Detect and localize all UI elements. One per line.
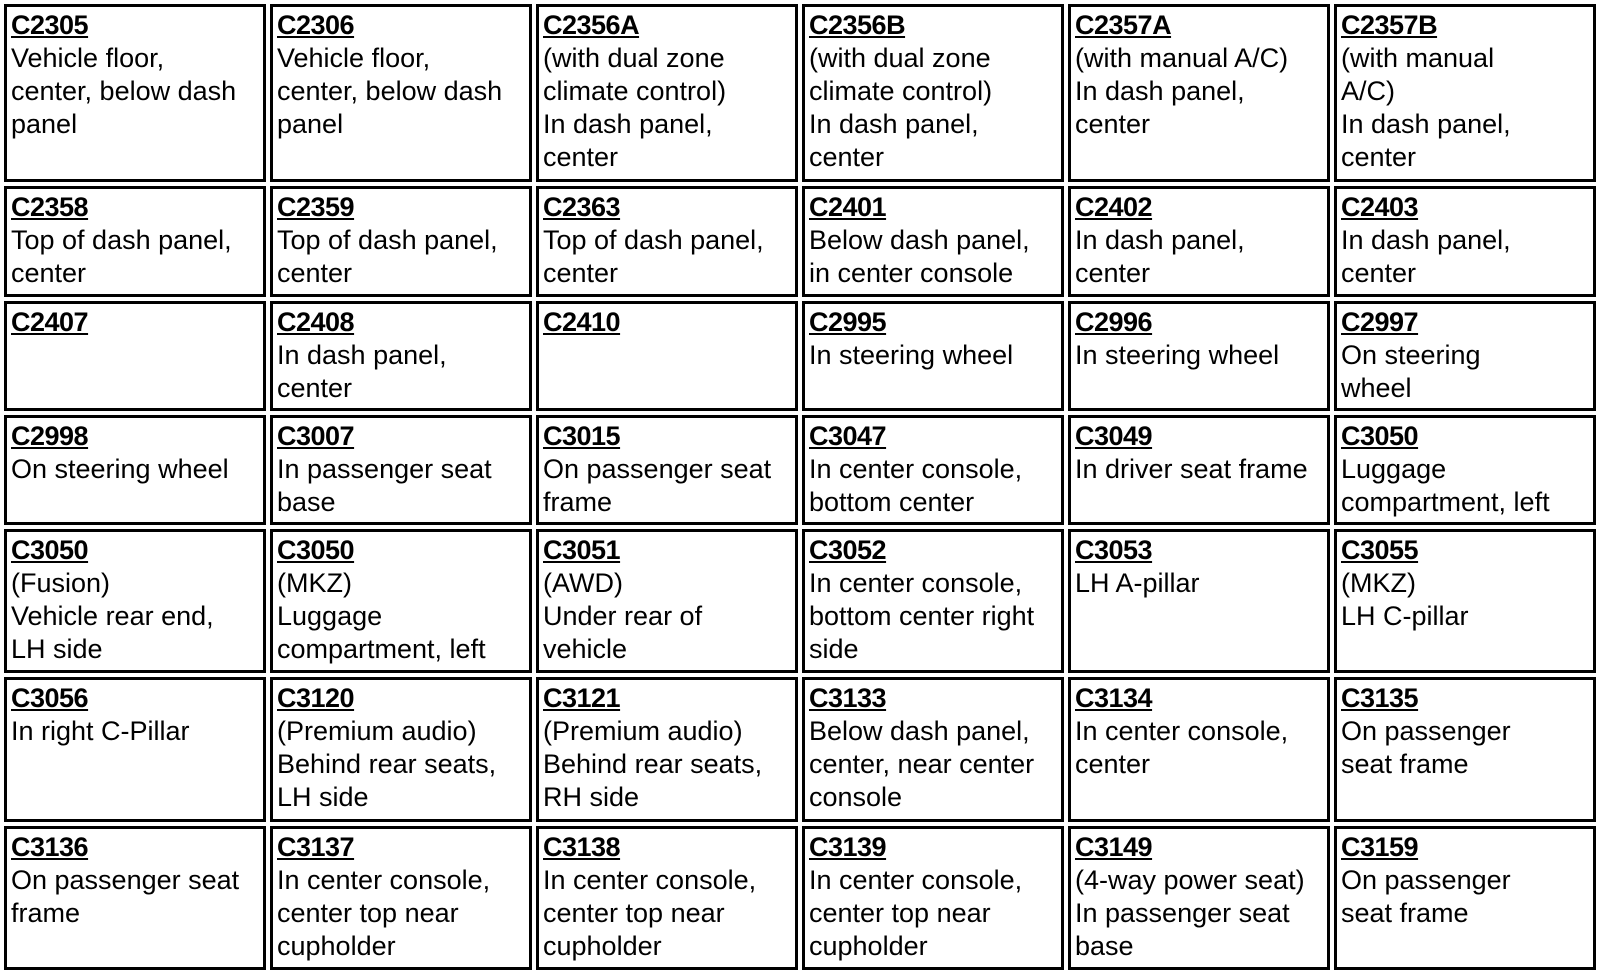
connector-code: C3047 [809, 420, 887, 451]
connector-code: C2305 [11, 10, 89, 40]
connector-location-text: (with dual zone [809, 43, 991, 73]
connector-location-text: Vehicle floor, [11, 43, 165, 73]
table-row [4, 301, 1596, 411]
connector-location-text: center [11, 258, 87, 289]
connector-location-text: On steering wheel [11, 453, 229, 484]
connector-location-text: In center console, [809, 864, 1023, 895]
connector-location-text: center [1075, 258, 1151, 289]
connector-location-text: Vehicle rear end, [11, 601, 214, 632]
connector-cell [270, 529, 532, 673]
connector-location-text: In dash panel, [543, 109, 713, 139]
connector-code: C3137 [277, 831, 355, 862]
connector-location-text: In center console, [543, 864, 757, 895]
connector-cell [1068, 677, 1330, 821]
connector-cell [1334, 529, 1596, 673]
connector-location-text: panel [277, 109, 344, 139]
connector-cell [536, 186, 798, 296]
connector-code: C2401 [809, 192, 887, 223]
connector-code: C3052 [809, 535, 887, 566]
connector-code: C3050 [11, 535, 89, 566]
connector-code: C3139 [809, 831, 887, 862]
connector-cell [802, 186, 1064, 296]
connector-cell [270, 301, 532, 411]
connector-location-text: In dash panel, [277, 339, 447, 370]
connector-location-text: Top of dash panel, [277, 225, 498, 256]
connector-location-text: In steering wheel [809, 339, 1014, 370]
connector-location-text: center top near [809, 897, 991, 928]
connector-cell [536, 415, 798, 525]
connector-code: C3159 [1341, 831, 1419, 862]
connector-code: C2402 [1075, 192, 1153, 223]
connector-location-text: compartment, left [1341, 486, 1550, 517]
connector-code: C3015 [543, 420, 621, 451]
connector-location-text: In dash panel, [1075, 225, 1245, 256]
connector-location-text: console [809, 782, 903, 813]
connector-location-text: center top near [543, 897, 725, 928]
connector-cell [536, 301, 798, 411]
connector-cell [802, 529, 1064, 673]
connector-location-text: Under rear of [543, 601, 703, 632]
connector-cell [4, 677, 266, 821]
connector-cell [802, 826, 1064, 970]
connector-cell [1334, 415, 1596, 525]
connector-location-text: Vehicle floor, [277, 43, 431, 73]
connector-code: C3136 [11, 831, 89, 862]
connector-location-text: In steering wheel [1075, 339, 1280, 370]
connector-location-text: (4-way power seat) [1075, 864, 1305, 895]
connector-location-text: A/C) [1341, 76, 1395, 106]
connector-location-text: compartment, left [277, 634, 486, 665]
connector-location-text: On passenger [1341, 864, 1511, 895]
connector-cell [270, 677, 532, 821]
connector-code: C2995 [809, 306, 887, 337]
connector-location-text: climate control) [543, 76, 727, 106]
connector-location-text: base [277, 486, 336, 517]
connector-code: C3051 [543, 535, 621, 566]
connector-location-text: (Premium audio) [543, 716, 743, 747]
connector-cell [4, 186, 266, 296]
connector-code: C3007 [277, 420, 355, 451]
connector-code: C2358 [11, 192, 89, 223]
connector-location-text: vehicle [543, 634, 628, 665]
connector-location-text: Behind rear seats, [277, 749, 497, 780]
connector-location-text: (MKZ) [1341, 568, 1416, 599]
connector-cell [536, 826, 798, 970]
connector-code: C3050 [277, 535, 355, 566]
table-row [4, 529, 1596, 673]
connector-code: C3053 [1075, 535, 1153, 566]
connector-location-text: (with manual A/C) [1075, 43, 1289, 73]
table-row [4, 186, 1596, 296]
connector-cell [1068, 529, 1330, 673]
connector-location-text: cupholder [809, 930, 928, 961]
table-row [4, 4, 1596, 182]
connector-location-text: frame [543, 486, 613, 517]
connector-code: C3055 [1341, 535, 1419, 566]
connector-code: C2408 [277, 306, 355, 337]
connector-cell [1334, 677, 1596, 821]
connector-location-text: RH side [543, 782, 640, 813]
connector-location-text: (with manual [1341, 43, 1495, 73]
connector-location-text: center [543, 258, 619, 289]
connector-location-text: In dash panel, [1075, 76, 1245, 106]
connector-location-text: On steering [1341, 339, 1481, 370]
connector-location-text: In center console, [809, 568, 1023, 599]
connector-location-text: In dash panel, [1341, 109, 1511, 139]
connector-cell [4, 301, 266, 411]
connector-cell [802, 677, 1064, 821]
table-row [4, 677, 1596, 821]
connector-location-text: (with dual zone [543, 43, 725, 73]
connector-location-text: In dash panel, [1341, 225, 1511, 256]
connector-cell [1068, 415, 1330, 525]
connector-code: C3056 [11, 683, 89, 714]
connector-location-text: LH C-pillar [1341, 601, 1469, 632]
connector-code: C2357A [1075, 10, 1172, 40]
connector-code: C2363 [543, 192, 621, 223]
connector-location-text: center [1341, 258, 1417, 289]
connector-location-text: center [1075, 109, 1151, 139]
connector-code: C2356A [543, 10, 640, 40]
connector-location-text: center [543, 142, 619, 172]
connector-cell [1334, 301, 1596, 411]
connector-table-body [4, 4, 1596, 970]
connector-code: C3135 [1341, 683, 1419, 714]
connector-cell [802, 301, 1064, 411]
connector-location-text: base [1075, 930, 1134, 961]
connector-location-text: In dash panel, [809, 109, 979, 139]
connector-location-text: cupholder [277, 930, 396, 961]
connector-location-text: LH A-pillar [1075, 568, 1200, 599]
connector-code: C3050 [1341, 420, 1419, 451]
connector-cell [1068, 826, 1330, 970]
connector-location-text: Luggage [277, 601, 383, 632]
connector-cell [536, 4, 798, 182]
connector-cell [1068, 301, 1330, 411]
connector-location-text: Behind rear seats, [543, 749, 763, 780]
connector-location-text: Top of dash panel, [543, 225, 764, 256]
connector-cell [536, 677, 798, 821]
connector-location-text: In center console, [1075, 716, 1289, 747]
connector-location-text: center [809, 142, 885, 172]
connector-code: C2996 [1075, 306, 1153, 337]
connector-cell [1334, 4, 1596, 182]
connector-location-text: (Premium audio) [277, 716, 477, 747]
connector-code: C3138 [543, 831, 621, 862]
connector-cell [4, 529, 266, 673]
connector-location-text: Below dash panel, [809, 225, 1030, 256]
connector-cell [4, 4, 266, 182]
connector-cell [4, 826, 266, 970]
connector-location-text: Below dash panel, [809, 716, 1030, 747]
connector-code: C2407 [11, 306, 89, 337]
connector-location-text: bottom center [809, 486, 975, 517]
connector-cell [802, 4, 1064, 182]
connector-location-text: In right C-Pillar [11, 716, 190, 747]
connector-cell [1068, 186, 1330, 296]
connector-code: C3133 [809, 683, 887, 714]
connector-location-text: (MKZ) [277, 568, 352, 599]
connector-cell [270, 826, 532, 970]
connector-location-text: bottom center right [809, 601, 1035, 632]
connector-cell [1334, 186, 1596, 296]
connector-location-text: wheel [1341, 372, 1412, 403]
connector-cell [1334, 826, 1596, 970]
table-row [4, 826, 1596, 970]
connector-location-text: In driver seat frame [1075, 453, 1308, 484]
table-row [4, 415, 1596, 525]
connector-location-text: In center console, [809, 453, 1023, 484]
connector-code: C2997 [1341, 306, 1419, 337]
connector-location-text: On passenger [1341, 716, 1511, 747]
connector-location-text: On passenger seat [11, 864, 240, 895]
connector-code: C2403 [1341, 192, 1419, 223]
connector-location-text: cupholder [543, 930, 662, 961]
connector-location-text: center, near center [809, 749, 1035, 780]
connector-location-text: climate control) [809, 76, 993, 106]
connector-cell [4, 415, 266, 525]
connector-location-text: Top of dash panel, [11, 225, 232, 256]
connector-location-text: (Fusion) [11, 568, 111, 599]
connector-location-text: In center console, [277, 864, 491, 895]
connector-location-text: center [277, 372, 353, 403]
connector-location-text: LH side [277, 782, 369, 813]
connector-location-text: On passenger seat [543, 453, 772, 484]
connector-location-text: side [809, 634, 859, 665]
connector-location-text: in center console [809, 258, 1014, 289]
connector-code: C2306 [277, 10, 355, 40]
connector-location-text: In passenger seat [1075, 897, 1290, 928]
connector-location-text: center [1341, 142, 1417, 172]
connector-location-text: center top near [277, 897, 459, 928]
connector-location-text: frame [11, 897, 81, 928]
connector-location-text: center [1075, 749, 1151, 780]
connector-code: C3120 [277, 683, 355, 714]
connector-location-text: center, below dash [11, 76, 237, 106]
connector-location-text: LH side [11, 634, 103, 665]
connector-location-text: (AWD) [543, 568, 623, 599]
connector-code: C3121 [543, 683, 621, 714]
connector-code: C3134 [1075, 683, 1153, 714]
connector-code: C2359 [277, 192, 355, 223]
connector-code: C3049 [1075, 420, 1153, 451]
connector-cell [802, 415, 1064, 525]
connector-code: C2998 [11, 420, 89, 451]
connector-location-text: In passenger seat [277, 453, 492, 484]
connector-cell [270, 415, 532, 525]
connector-location-text: center [277, 258, 353, 289]
connector-location-text: seat frame [1341, 749, 1469, 780]
connector-cell [536, 529, 798, 673]
connector-cell [270, 186, 532, 296]
connector-cell [270, 4, 532, 182]
connector-code: C2356B [809, 10, 906, 40]
connector-cell [1068, 4, 1330, 182]
connector-code: C2357B [1341, 10, 1438, 40]
connector-code: C3149 [1075, 831, 1153, 862]
connector-code: C2410 [543, 306, 621, 337]
connector-location-text: seat frame [1341, 897, 1469, 928]
connector-location-text: center, below dash [277, 76, 503, 106]
connector-location-text: Luggage [1341, 453, 1447, 484]
connector-location-text: panel [11, 109, 78, 139]
